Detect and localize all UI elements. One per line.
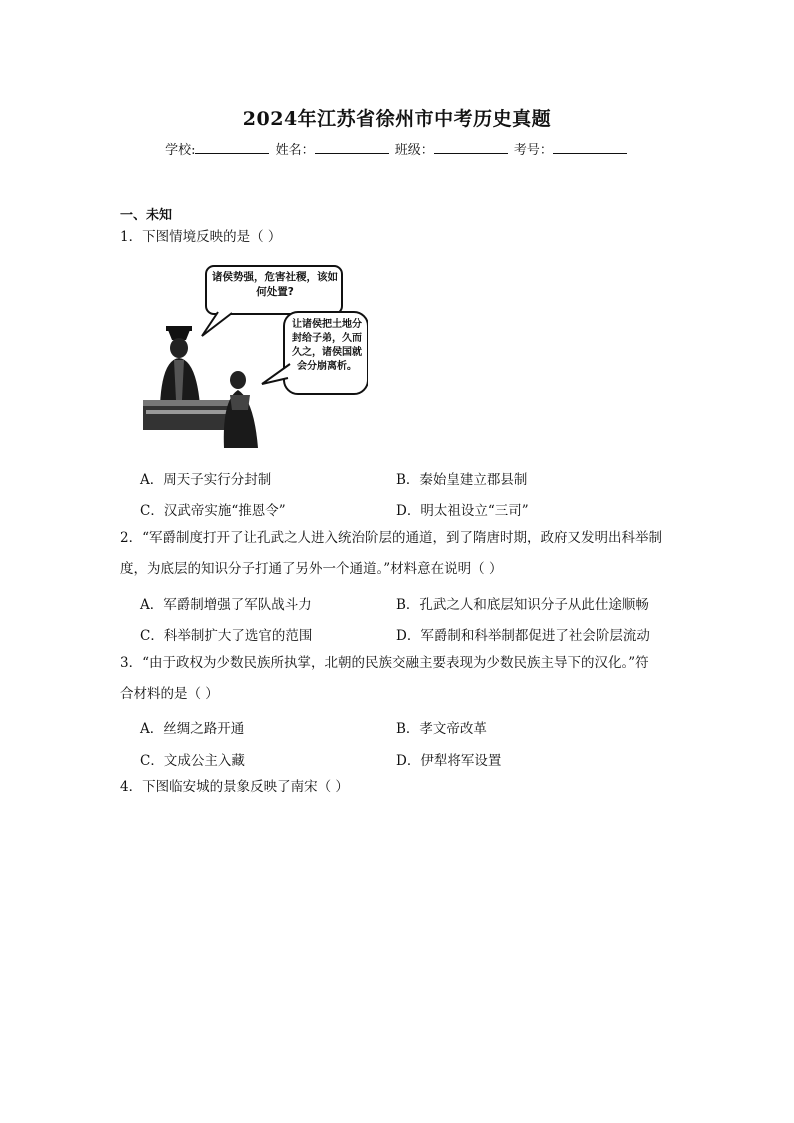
cartoon-bubble-top-text: 诸侯势强，危害社稷，该如何处置? xyxy=(212,271,338,298)
question-2-option-b[interactable]: B．孔武之人和底层知识分子从此仕途顺畅 xyxy=(396,597,649,613)
question-1-option-b[interactable]: B．秦始皇建立郡县制 xyxy=(396,472,528,488)
question-4-stem: 4．下图临安城的景象反映了南宋（ ） xyxy=(120,779,349,795)
class-label: 班级： xyxy=(394,143,434,158)
school-label: 学校: xyxy=(165,143,196,158)
section-title: 一、未知 xyxy=(120,208,173,223)
question-2-stem-line-2: 度，为底层的知识分子打通了另外一个通道。”材料意在说明（ ） xyxy=(120,561,503,577)
question-3-option-b[interactable]: B．孝文帝改革 xyxy=(396,721,487,737)
name-blank[interactable] xyxy=(315,141,389,154)
question-1-cartoon xyxy=(138,260,368,448)
school-blank[interactable] xyxy=(195,141,269,154)
name-label: 姓名： xyxy=(275,143,315,158)
question-1-option-d[interactable]: D．明太祖设立“三司” xyxy=(396,503,529,519)
question-2-option-c[interactable]: C．科举制扩大了选官的范围 xyxy=(140,628,313,644)
question-1-stem: 1．下图情境反映的是（ ） xyxy=(120,229,282,245)
question-2-option-d[interactable]: D．军爵制和科举制都促进了社会阶层流动 xyxy=(396,628,650,644)
page-title: 2024年江苏省徐州市中考历史真题 xyxy=(242,108,552,130)
question-3-option-a[interactable]: A．丝绸之路开通 xyxy=(140,721,245,737)
cartoon-bubble-right-text: 让诸侯把土地分封给子弟，久而久之，诸侯国就会分崩离析。 xyxy=(292,319,362,372)
question-3-option-d[interactable]: D．伊犁将军设置 xyxy=(396,753,502,769)
question-1-option-a[interactable]: A．周天子实行分封制 xyxy=(140,472,272,488)
student-info-line xyxy=(0,139,794,158)
question-3-stem-line-1: 3．“由于政权为少数民族所执掌，北朝的民族交融主要表现为少数民族主导下的汉化。”符 xyxy=(120,655,649,671)
question-1-option-c[interactable]: C．汉武帝实施“推恩令” xyxy=(140,503,286,519)
question-2-stem-line-1: 2．“军爵制度打开了让孔武之人进入统治阶层的通道，到了隋唐时期，政府又发明出科举制 xyxy=(120,530,662,546)
exam-no-label: 考号： xyxy=(513,143,553,158)
class-blank[interactable] xyxy=(434,141,508,154)
question-3-option-c[interactable]: C．文成公主入藏 xyxy=(140,753,245,769)
question-3-stem-line-2: 合材料的是（ ） xyxy=(120,686,219,702)
exam-no-blank[interactable] xyxy=(553,141,627,154)
question-2-option-a[interactable]: A．军爵制增强了军队战斗力 xyxy=(140,597,312,613)
